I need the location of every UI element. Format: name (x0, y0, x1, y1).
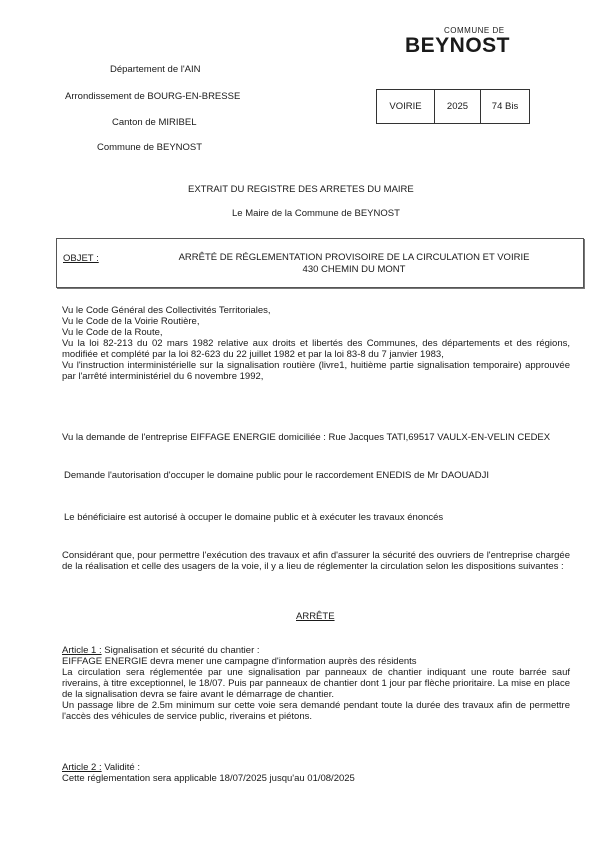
reference-number: 74 Bis (491, 101, 519, 112)
logo-subtitle: COMMUNE DE (444, 26, 505, 35)
article-1-line: EIFFAGE ENERGIE devra mener une campagne d'information auprès des résidents (62, 656, 417, 667)
article-2-heading: Article 2 : (62, 762, 102, 773)
header-commune: Commune de BEYNOST (97, 142, 203, 153)
vu-item: Vu le Code Général des Collectivités Territoriales, (62, 305, 271, 316)
logo-name: BEYNOST (405, 34, 511, 57)
objet-label: OBJET : (63, 253, 99, 264)
objet-line1: ARRÊTÉ DE RÉGLEMENTATION PROVISOIRE DE LA CIRCULATION ET VOIRIE (178, 252, 530, 263)
article-2-subject: Validité : (101, 762, 140, 773)
demande-vu: Vu la demande de l'entreprise EIFFAGE ENERGIE domiciliée : Rue Jacques TATI,69517 VAULX-EN-VELIN CEDEX (62, 432, 551, 443)
article-1-heading: Article 1 : (62, 645, 102, 656)
vu-item: Vu la loi 82-213 du 02 mars 1982 relative aux droits et libertés des Communes, des départements et des régions, modifiée et complété par la loi 82-623 du 22 juillet 1982 et par la loi 83-8 du 7 janvier 1983, (62, 338, 570, 360)
article-1-line: La circulation sera réglementée par une signalisation par panneaux de chantier indiquant une route barrée sauf riverains, à titre exceptionnel, le 18/07. Puis par panneaux de chantier dont 1 jour par flèche prioritaire. La mise en place de la signalisation devra se faire avant le démarrage de chantier. (62, 667, 570, 700)
header-departement: Département de l'AIN (110, 64, 201, 75)
reference-type: VOIRIE (377, 90, 435, 123)
demande-text: Demande l'autorisation d'occuper le domaine public pour le raccordement ENEDIS de Mr DAOUADJI (64, 470, 489, 481)
article-1-line: Un passage libre de 2.5m minimum sur cette voie sera demandé pendant toute la durée des travaux afin de permettre l'accès des véhicules de service public, riverains et piétons. (62, 700, 570, 722)
vu-item: Vu le Code de la Voirie Routière, (62, 316, 200, 327)
vu-item: Vu le Code de la Route, (62, 327, 163, 338)
document-title: EXTRAIT DU REGISTRE DES ARRETES DU MAIRE (188, 184, 414, 195)
header-canton: Canton de MIRIBEL (112, 117, 197, 128)
article-2 (62, 762, 570, 784)
vu-list (62, 305, 570, 382)
objet-line2: 430 CHEMIN DU MONT (302, 264, 406, 275)
maire-line: Le Maire de la Commune de BEYNOST (232, 208, 400, 219)
header-arrondissement: Arrondissement de BOURG-EN-BRESSE (65, 91, 241, 102)
considerant-text: Considérant que, pour permettre l'exécution des travaux et afin d'assurer la sécurité des ouvriers de l'entreprise chargée de la réalisation et celle des usagers de la voie, il y a lieu de réglementer la circulation selon les dispositions suivantes : (62, 550, 570, 572)
article-2-text: Cette réglementation sera applicable 18/07/2025 jusqu'au 01/08/2025 (62, 773, 355, 784)
beneficiaire-text: Le bénéficiaire est autorisé à occuper le domaine public et à exécuter les travaux énoncés (64, 512, 444, 523)
reference-box (376, 89, 530, 124)
objet-box (56, 238, 584, 288)
vu-item: Vu l'instruction interministérielle sur la signalisation routière (livre1, huitième partie signalisation temporaire) approuvée par l'arrêté interministériel du 6 novembre 1992, (62, 360, 570, 382)
article-1 (62, 645, 570, 722)
arrete-heading: ARRÊTE (296, 611, 335, 622)
article-1-subject: Signalisation et sécurité du chantier : (101, 645, 260, 656)
reference-year: 2025 (435, 90, 481, 123)
